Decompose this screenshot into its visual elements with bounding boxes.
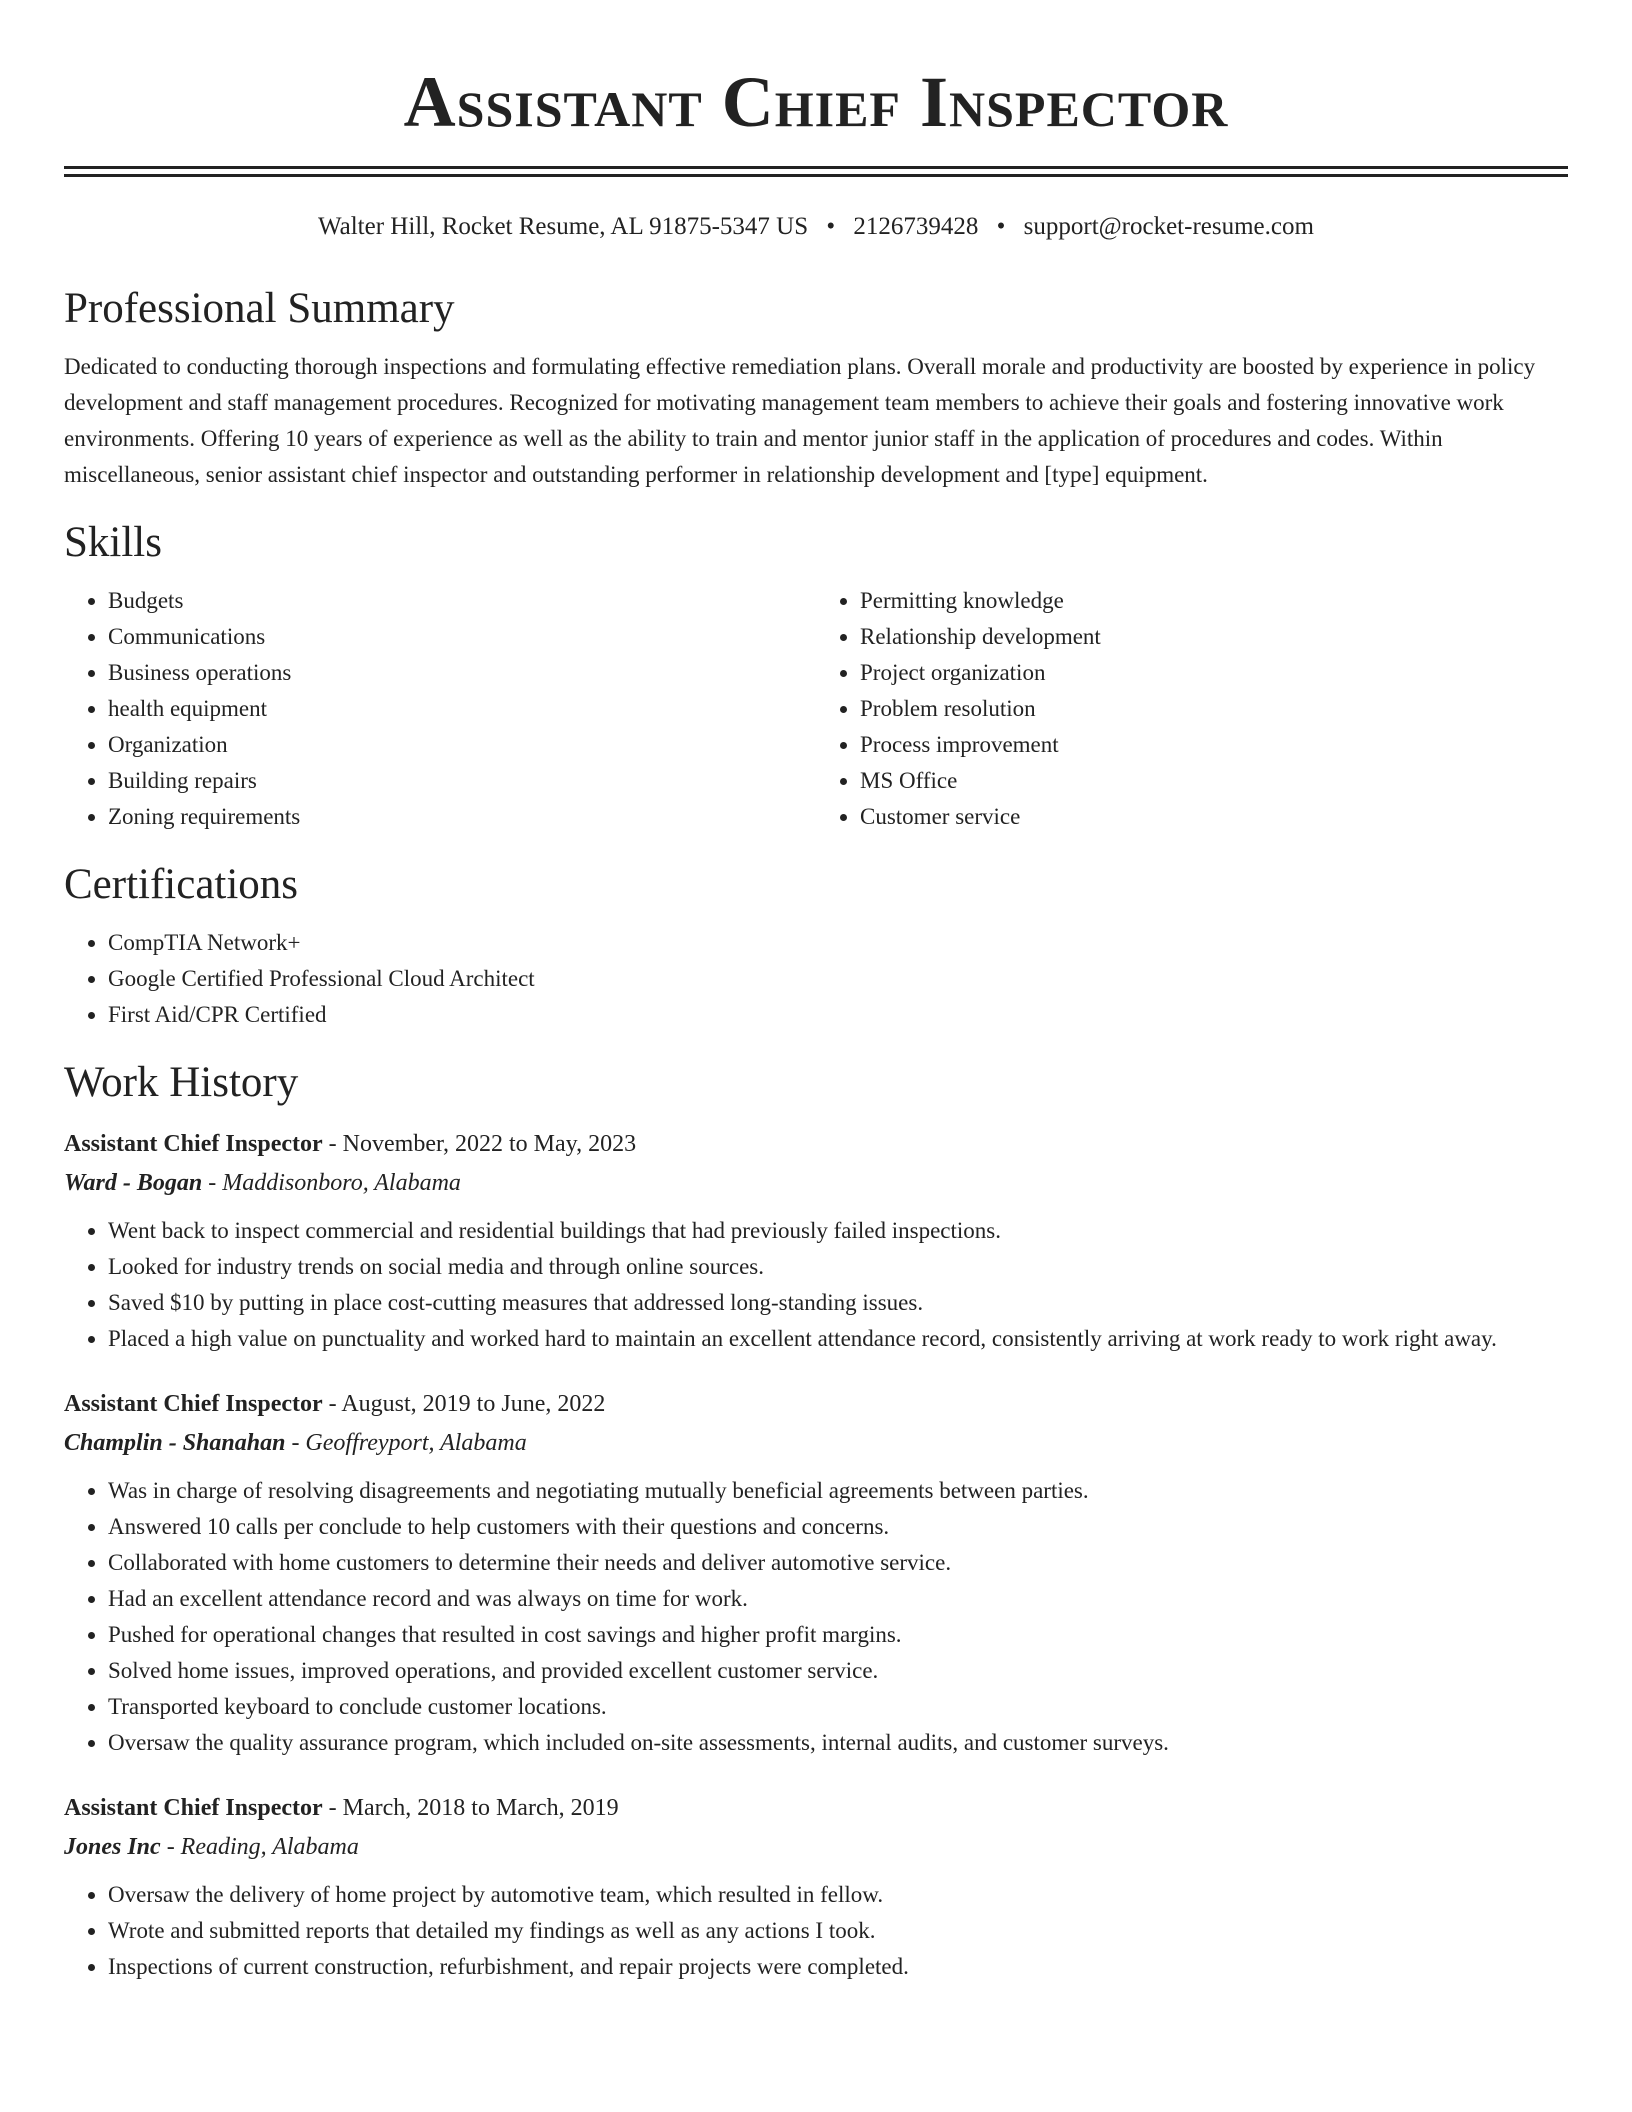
skills-columns [64,583,1568,835]
skill-item: • Process improvement [860,727,1568,763]
skill-item: • Permitting knowledge [860,583,1568,619]
skill-item: • Relationship development [860,619,1568,655]
job-company: Jones Inc [64,1834,161,1860]
job-bullet: • Collaborated with home customers to determine their needs and deliver automotive service. [108,1545,1568,1581]
skills-list-left [64,583,816,835]
skill-item: • Customer service [860,799,1568,835]
job-title-line [64,1789,1568,1827]
skill-item: • Budgets [108,583,816,619]
job-bullet: • Saved $10 by putting in place cost-cutting measures that addressed long-standing issues. [108,1285,1568,1321]
contact-separator: • [996,213,1006,240]
section-heading-skills: Skills [64,519,162,566]
job-bullet: • Placed a high value on punctuality and worked hard to maintain an excellent attendance record, consistently arriving at work ready to work right away. [108,1321,1568,1357]
certifications-list [64,925,1568,1033]
certification-item: • Google Certified Professional Cloud Architect [108,961,1568,997]
job-bullet: • Oversaw the quality assurance program, which included on-site assessments, internal audits, and customer surveys. [108,1725,1568,1761]
skills-list-right [816,583,1568,835]
section-heading-summary: Professional Summary [64,285,455,332]
job-company-line [64,1163,1568,1203]
skills-section [64,517,1568,835]
job-location: - Reading, Alabama [160,1834,359,1860]
title-double-rule [64,166,1568,177]
job-bullet: • Transported keyboard to conclude customer locations. [108,1689,1568,1725]
job-company-line [64,1423,1568,1463]
job-bullet: • Pushed for operational changes that resulted in cost savings and higher profit margins. [108,1617,1568,1653]
job-location: - Geoffreyport, Alabama [285,1430,527,1456]
job-dates: - November, 2022 to May, 2023 [322,1131,637,1157]
job-company: Ward - Bogan [64,1170,203,1196]
work-history-section [64,1057,1568,1985]
contact-line [64,211,1568,243]
skill-item: • Building repairs [108,763,816,799]
summary-text: Dedicated to conducting thorough inspections and formulating effective remediation plans. Overall morale and productivity are boosted by experience in policy development and staff management procedures. Recognized for motivating management team members to achieve their goals and fostering innovative work environments. Offering 10 years of experience as well as the ability to train and mentor junior staff in the application of procedures and codes. Within miscellaneous, senior assistant chief inspector and outstanding performer in relationship development and [type] equipment. [64,354,1536,487]
skill-item: • Organization [108,727,816,763]
section-heading-work-history: Work History [64,1059,299,1106]
job-title: Assistant Chief Inspector [64,1131,323,1157]
resume-page [64,0,1568,1985]
skill-item: • Problem resolution [860,691,1568,727]
certification-item: • CompTIA Network+ [108,925,1568,961]
job-bullet: • Inspections of current construction, refurbishment, and repair projects were completed. [108,1949,1568,1985]
professional-summary-section [64,283,1568,493]
contact-separator: • [826,213,836,240]
job-title: Assistant Chief Inspector [64,1391,323,1417]
job-entry [64,1125,1568,1357]
contact-address: Walter Hill, Rocket Resume, AL 91875-5347 US [318,213,809,240]
job-bullet: • Had an excellent attendance record and was always on time for work. [108,1581,1568,1617]
job-bullets [64,1877,1568,1985]
section-heading-certifications: Certifications [64,861,299,908]
job-company-line [64,1827,1568,1867]
skill-item: • health equipment [108,691,816,727]
job-bullet: • Answered 10 calls per conclude to help customers with their questions and concerns. [108,1509,1568,1545]
job-entry [64,1789,1568,1985]
skill-item: • Zoning requirements [108,799,816,835]
job-dates: - March, 2018 to March, 2019 [322,1795,619,1821]
certifications-section [64,859,1568,1033]
job-bullet: • Looked for industry trends on social media and through online sources. [108,1249,1568,1285]
job-location: - Maddisonboro, Alabama [202,1170,461,1196]
job-bullet: • Wrote and submitted reports that detailed my findings as well as any actions I took. [108,1913,1568,1949]
job-company: Champlin - Shanahan [64,1430,286,1456]
job-entry [64,1385,1568,1761]
contact-phone: 2126739428 [853,213,979,240]
skill-item: • MS Office [860,763,1568,799]
job-bullet: • Was in charge of resolving disagreements and negotiating mutually beneficial agreements between parties. [108,1473,1568,1509]
job-bullets [64,1473,1568,1761]
skill-item: • Communications [108,619,816,655]
job-title: Assistant Chief Inspector [64,1795,323,1821]
skill-item: • Project organization [860,655,1568,691]
job-dates: - August, 2019 to June, 2022 [322,1391,606,1417]
job-title-line [64,1385,1568,1423]
contact-email: support@rocket-resume.com [1023,213,1314,240]
job-bullet: • Went back to inspect commercial and residential buildings that had previously failed inspections. [108,1213,1568,1249]
job-title-line [64,1125,1568,1163]
skill-item: • Business operations [108,655,816,691]
resume-title: Assistant Chief Inspector [403,62,1229,142]
job-bullets [64,1213,1568,1357]
certification-item: • First Aid/CPR Certified [108,997,1568,1033]
job-bullet: • Oversaw the delivery of home project by automotive team, which resulted in fellow. [108,1877,1568,1913]
job-bullet: • Solved home issues, improved operations, and provided excellent customer service. [108,1653,1568,1689]
